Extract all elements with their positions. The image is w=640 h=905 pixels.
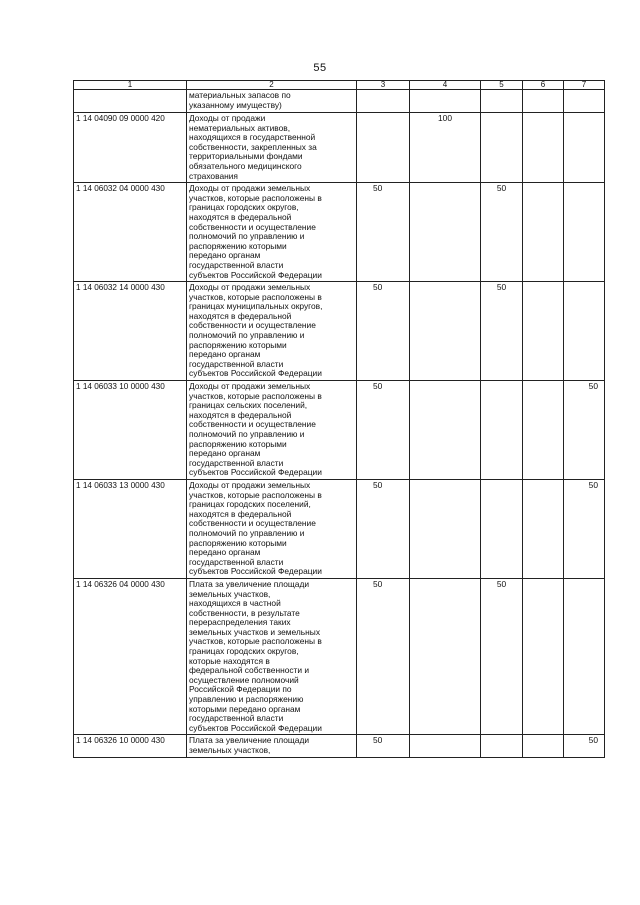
revenue-name-line: участков, которые расположены в bbox=[189, 636, 322, 647]
table-row bbox=[74, 183, 605, 282]
revenue-name-line: государственной власти bbox=[189, 259, 284, 270]
revenue-name-line: субъектов Российской Федерации bbox=[189, 566, 322, 577]
value-cell-c5: 50 bbox=[481, 183, 523, 282]
revenue-name-line: распоряжению которыми bbox=[189, 438, 287, 449]
budget-code-cell: 1 14 06033 10 0000 430 bbox=[74, 381, 187, 480]
value-cell-c7 bbox=[564, 113, 605, 183]
value-cell-c6 bbox=[523, 578, 564, 735]
revenue-name-line: Доходы от продажи земельных bbox=[189, 183, 311, 194]
budget-code-cell: 1 14 06326 10 0000 430 bbox=[74, 735, 187, 757]
value-cell-c6 bbox=[523, 113, 564, 183]
value-cell-c4 bbox=[410, 578, 481, 735]
revenue-name-line: участков, которые расположены в bbox=[189, 291, 322, 302]
table-header-row bbox=[74, 81, 605, 90]
budget-code-cell: 1 14 04090 09 0000 420 bbox=[74, 113, 187, 183]
revenue-name-line: находятся в федеральной bbox=[189, 310, 292, 321]
revenue-name-line: передано органам bbox=[189, 547, 261, 558]
value-cell-c5: 50 bbox=[481, 578, 523, 735]
revenue-name-line: находящихся в частной bbox=[189, 598, 281, 609]
revenue-name-line: государственной власти bbox=[189, 358, 284, 369]
value-cell-c3 bbox=[357, 90, 410, 113]
revenue-name-line: материальных запасов по bbox=[189, 90, 291, 100]
revenue-name-line: собственности и осуществление bbox=[189, 518, 316, 529]
column-header: 2 bbox=[187, 81, 357, 90]
value-cell-c6 bbox=[523, 183, 564, 282]
revenue-name-line: которыми передано органам bbox=[189, 703, 301, 714]
revenue-name-line: субъектов Российской Федерации bbox=[189, 269, 322, 280]
budget-code-cell bbox=[74, 90, 187, 113]
column-header: 5 bbox=[481, 81, 523, 90]
value-cell-c3 bbox=[357, 113, 410, 183]
revenue-name-line: передано органам bbox=[189, 448, 261, 459]
revenue-name-line: участков, которые расположены в bbox=[189, 192, 322, 203]
value-cell-c5 bbox=[481, 90, 523, 113]
budget-code-cell: 1 14 06032 14 0000 430 bbox=[74, 282, 187, 381]
revenue-name-line: собственности, закрепленных за bbox=[189, 141, 317, 152]
revenue-name-line: субъектов Российской Федерации bbox=[189, 722, 322, 733]
revenue-table bbox=[73, 80, 605, 758]
value-cell-c6 bbox=[523, 735, 564, 757]
page-number: 55 bbox=[313, 62, 327, 74]
column-header: 7 bbox=[564, 81, 605, 90]
revenue-name-line: нематериальных активов, bbox=[189, 122, 291, 133]
value-cell-c4 bbox=[410, 735, 481, 757]
revenue-name-line: находятся в федеральной bbox=[189, 409, 292, 420]
revenue-name-line: границах городских округов, bbox=[189, 646, 299, 657]
revenue-name-line: полномочий по управлению и bbox=[189, 527, 305, 538]
column-header: 3 bbox=[357, 81, 410, 90]
value-cell-c3: 50 bbox=[357, 183, 410, 282]
value-cell-c7: 50 bbox=[564, 381, 605, 480]
revenue-name-cell bbox=[187, 90, 357, 113]
value-cell-c3: 50 bbox=[357, 282, 410, 381]
revenue-name-line: границах городских округов, bbox=[189, 202, 299, 213]
revenue-name-line: передано органам bbox=[189, 349, 261, 360]
value-cell-c3: 50 bbox=[357, 479, 410, 578]
revenue-name-line: Доходы от продажи bbox=[189, 113, 266, 123]
budget-code-cell: 1 14 06326 04 0000 430 bbox=[74, 578, 187, 735]
revenue-name-line: распоряжению которыми bbox=[189, 537, 287, 548]
revenue-name-line: Доходы от продажи земельных bbox=[189, 479, 311, 490]
budget-code-cell: 1 14 06032 04 0000 430 bbox=[74, 183, 187, 282]
value-cell-c4 bbox=[410, 183, 481, 282]
column-header: 6 bbox=[523, 81, 564, 90]
revenue-name-line: находятся в федеральной bbox=[189, 508, 292, 519]
revenue-name-line: Плата за увеличение площади bbox=[189, 578, 310, 589]
value-cell-c3: 50 bbox=[357, 578, 410, 735]
value-cell-c3: 50 bbox=[357, 381, 410, 480]
value-cell-c4 bbox=[410, 90, 481, 113]
value-cell-c7 bbox=[564, 183, 605, 282]
value-cell-c6 bbox=[523, 381, 564, 480]
revenue-name-line: которые находятся в bbox=[189, 655, 270, 666]
revenue-name-cell bbox=[187, 381, 357, 480]
revenue-name-line: полномочий по управлению и bbox=[189, 231, 305, 242]
value-cell-c6 bbox=[523, 90, 564, 113]
revenue-name-line: границах муниципальных округов, bbox=[189, 301, 323, 312]
table-row bbox=[74, 381, 605, 480]
value-cell-c3: 50 bbox=[357, 735, 410, 757]
revenue-name-line: территориальными фондами bbox=[189, 151, 303, 162]
revenue-name-line: федеральной собственности и bbox=[189, 665, 310, 676]
revenue-name-line: субъектов Российской Федерации bbox=[189, 467, 322, 478]
revenue-name-line: Доходы от продажи земельных bbox=[189, 282, 311, 293]
table-row bbox=[74, 479, 605, 578]
revenue-name-line: субъектов Российской Федерации bbox=[189, 368, 322, 379]
revenue-name-line: находятся в федеральной bbox=[189, 211, 292, 222]
revenue-name-line: перераспределения таких bbox=[189, 617, 291, 628]
revenue-name-line: распоряжению которыми bbox=[189, 339, 287, 350]
revenue-name-line: государственной власти bbox=[189, 713, 284, 724]
table-row bbox=[74, 113, 605, 183]
revenue-name-line: находящихся в государственной bbox=[189, 132, 316, 143]
revenue-name-line: границах сельских поселений, bbox=[189, 400, 308, 411]
table-row bbox=[74, 578, 605, 735]
revenue-name-line: земельных участков, bbox=[189, 588, 271, 599]
revenue-name-cell bbox=[187, 183, 357, 282]
value-cell-c5 bbox=[481, 113, 523, 183]
revenue-name-line: Российской Федерации по bbox=[189, 684, 292, 695]
revenue-name-line: участков, которые расположены в bbox=[189, 489, 322, 500]
revenue-name-line: государственной власти bbox=[189, 457, 284, 468]
value-cell-c4 bbox=[410, 381, 481, 480]
value-cell-c7 bbox=[564, 578, 605, 735]
value-cell-c4: 100 bbox=[410, 113, 481, 183]
value-cell-c7 bbox=[564, 90, 605, 113]
column-header: 1 bbox=[74, 81, 187, 90]
revenue-name-line: управлению и распоряжению bbox=[189, 694, 304, 705]
table-body bbox=[74, 90, 605, 758]
revenue-name-line: собственности и осуществление bbox=[189, 419, 316, 430]
revenue-name-line: осуществление полномочий bbox=[189, 674, 299, 685]
revenue-name-line: собственности и осуществление bbox=[189, 221, 316, 232]
revenue-name-line: распоряжению которыми bbox=[189, 240, 287, 251]
revenue-name-line: страхования bbox=[189, 170, 238, 181]
value-cell-c4 bbox=[410, 479, 481, 578]
revenue-name-line: указанному имуществу) bbox=[189, 99, 282, 110]
column-header: 4 bbox=[410, 81, 481, 90]
revenue-name-cell bbox=[187, 578, 357, 735]
value-cell-c5 bbox=[481, 479, 523, 578]
value-cell-c7: 50 bbox=[564, 479, 605, 578]
revenue-name-line: земельных участков и земельных bbox=[189, 626, 321, 637]
revenue-name-line: участков, которые расположены в bbox=[189, 390, 322, 401]
revenue-name-line: собственности, в результате bbox=[189, 607, 300, 618]
revenue-name-cell bbox=[187, 735, 357, 757]
revenue-name-cell bbox=[187, 113, 357, 183]
value-cell-c6 bbox=[523, 282, 564, 381]
revenue-name-line: земельных участков, bbox=[189, 745, 271, 755]
revenue-name-line: обязательного медицинского bbox=[189, 160, 302, 171]
value-cell-c4 bbox=[410, 282, 481, 381]
table-row bbox=[74, 735, 605, 757]
table-row bbox=[74, 90, 605, 113]
revenue-name-line: передано органам bbox=[189, 250, 261, 261]
revenue-name-cell bbox=[187, 479, 357, 578]
value-cell-c5: 50 bbox=[481, 282, 523, 381]
value-cell-c7 bbox=[564, 282, 605, 381]
value-cell-c6 bbox=[523, 479, 564, 578]
value-cell-c5 bbox=[481, 381, 523, 480]
budget-code-cell: 1 14 06033 13 0000 430 bbox=[74, 479, 187, 578]
revenue-name-line: границах городских поселений, bbox=[189, 499, 311, 510]
table-row bbox=[74, 282, 605, 381]
revenue-name-line: полномочий по управлению и bbox=[189, 330, 305, 341]
revenue-name-line: Доходы от продажи земельных bbox=[189, 381, 311, 392]
revenue-name-line: полномочий по управлению и bbox=[189, 429, 305, 439]
revenue-name-line: Плата за увеличение площади bbox=[189, 735, 310, 746]
revenue-name-line: государственной власти bbox=[189, 556, 284, 567]
revenue-name-cell bbox=[187, 282, 357, 381]
revenue-name-line: собственности и осуществление bbox=[189, 320, 316, 331]
value-cell-c5 bbox=[481, 735, 523, 757]
value-cell-c7: 50 bbox=[564, 735, 605, 757]
